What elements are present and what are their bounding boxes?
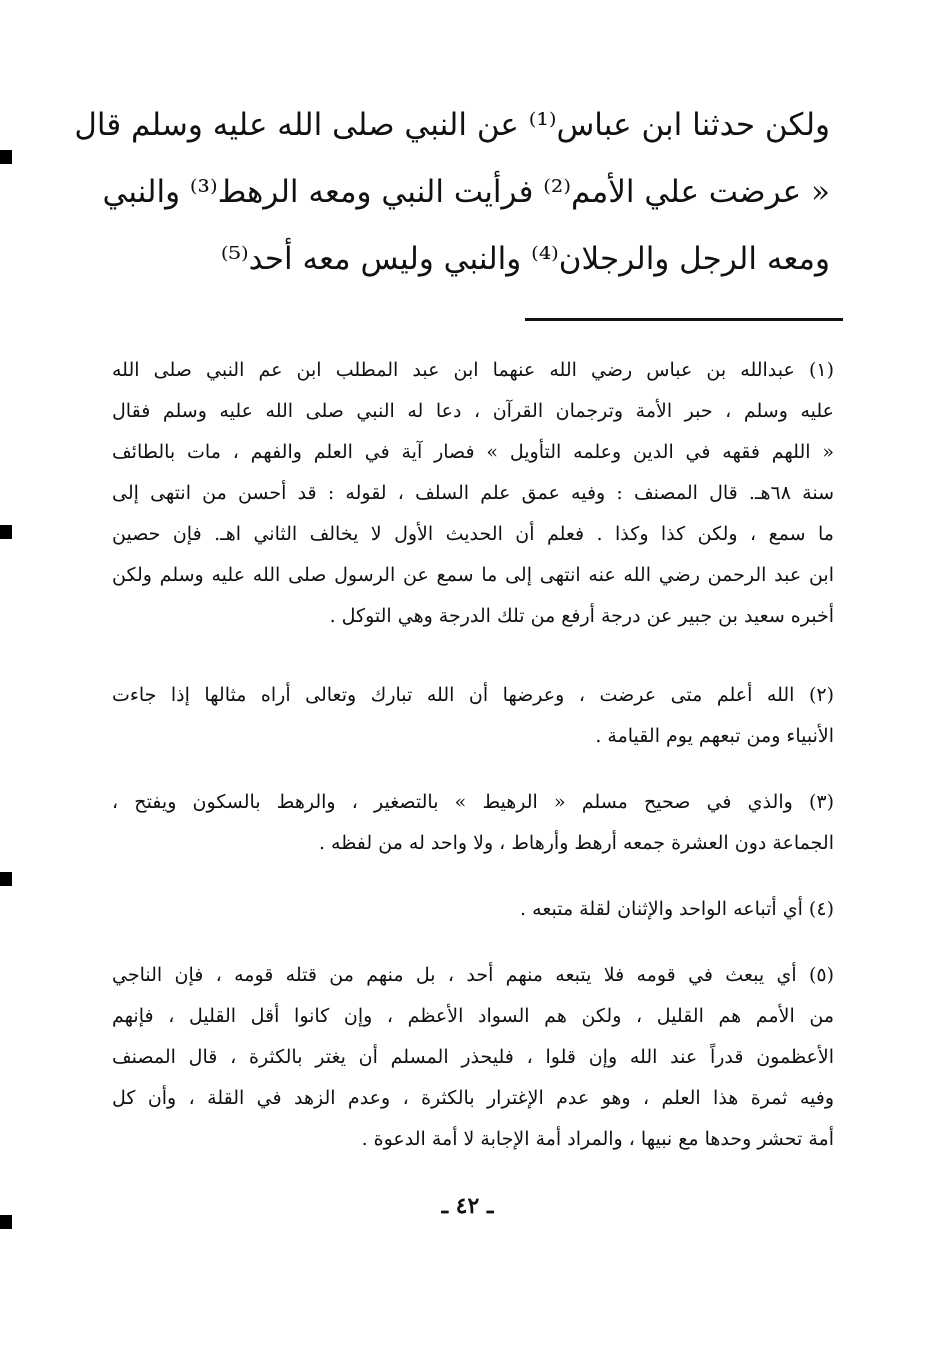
footnote-line: (١) عبدالله بن عباس رضي الله عنهما ابن عبد المطلب ابن عم النبي صلى الله (112, 359, 834, 381)
footnote-line: عليه وسلم ، حبر الأمة وترجمان القرآن ، دعا له النبي صلى الله عليه وسلم فقال (112, 400, 834, 422)
footnote-line: الأعظمون قدراً عند الله وإن قلوا ، فليحذر المسلم أن يغتر بالكثرة ، قال المصنف (112, 1046, 834, 1068)
footnote-3 (112, 782, 834, 864)
footnote-line: (٥) أي يبعث في قومه فلا يتبعه منهم أحد ، بل منهم من قتله قومه ، فإن الناجي (112, 964, 834, 986)
main-line: « عرضت علي الأمم⁽²⁾ فرأيت النبي ومعه الرهط⁽³⁾ والنبي (102, 174, 830, 210)
footnote-line: الجماعة دون العشرة جمعه أرهط وأرهاط ، ولا واحد له من لفظه . (318, 832, 834, 854)
main-line: ولكن حدثنا ابن عباس⁽¹⁾ عن النبي صلى الله عليه وسلم قال (74, 107, 830, 143)
scan-mark (0, 150, 12, 164)
page-number: ـ ٤٢ ـ (441, 1193, 494, 1219)
footnote-line: من الأمم هم القليل ، ولكن هم السواد الأعظم ، وإن كانوا أقل القليل ، فإنهم (112, 1005, 834, 1027)
footnote-line: أخبره سعيد بن جبير عن درجة أرفع من تلك الدرجة وهي التوكل . (329, 605, 834, 627)
footnote-line: أمة تحشر وحدها مع نبيها ، والمراد أمة الإجابة لا أمة الدعوة . (361, 1128, 834, 1150)
footnote-2 (112, 675, 834, 757)
footnote-line: (٣) والذي في صحيح مسلم « الرهيط » بالتصغير ، والرهط بالسكون ويفتح ، (112, 791, 834, 813)
footnote-4 (112, 889, 834, 930)
footnote-line: وفيه ثمرة هذا العلم ، وهو عدم الإغترار بالكثرة ، وعدم الزهد في القلة ، وأن كل (112, 1087, 834, 1109)
footnote-5 (112, 955, 834, 1160)
scan-mark (0, 525, 12, 539)
main-line: ومعه الرجل والرجلان⁽⁴⁾ والنبي وليس معه أحد⁽⁵⁾ (220, 241, 830, 277)
footnote-line: (٢) الله أعلم متى عرضت ، وعرضها أن الله تبارك وتعالى أراه مثالها إذا جاءت (112, 684, 834, 706)
footnote-line: سنة ٦٨هـ. قال المصنف : وفيه عمق علم السلف ، لقوله : قد أحسن من انتهى إلى (112, 482, 834, 504)
scan-mark (0, 872, 12, 886)
footnote-line: الأنبياء ومن تبعهم يوم القيامة . (595, 725, 834, 747)
main-text (74, 92, 830, 293)
footnote-line: ابن عبد الرحمن رضي الله عنه انتهى إلى ما سمع عن الرسول صلى الله عليه وسلم ولكن (112, 564, 834, 586)
footnote-1 (112, 350, 834, 637)
footnote-line: ما سمع ، ولكن كذا وكذا . فعلم أن الحديث الأول لا يخالف الثاني اهـ. فإن حصين (112, 523, 834, 545)
footnote-line: (٤) أي أتباعه الواحد والإثنان لقلة متبعه . (520, 898, 834, 920)
footnote-separator (525, 318, 843, 321)
footnote-line: « اللهم فقهه في الدين وعلمه التأويل » فصار آية في العلم والفهم ، مات بالطائف (112, 441, 834, 463)
